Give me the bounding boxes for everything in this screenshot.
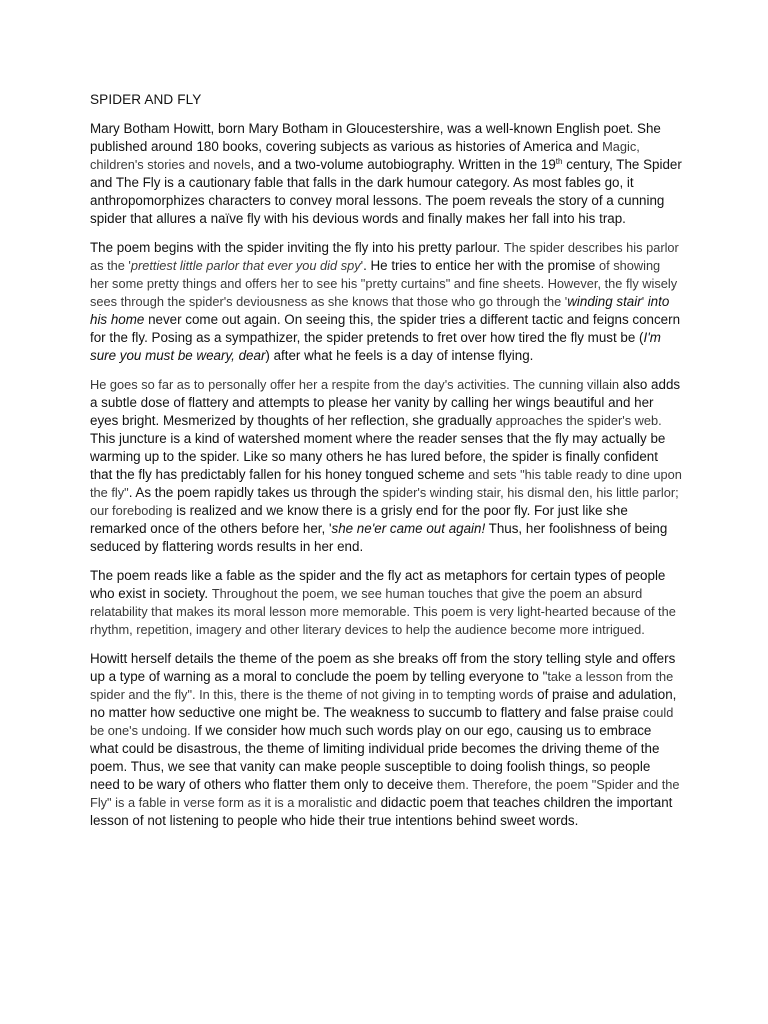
paragraph-text: Howitt herself details the theme of the poem as she breaks off from the story telling style and offers up a type of warning as a moral to conclude the poem by telling everyone to " bbox=[90, 651, 676, 684]
paragraph-text: . He tries to entice her with the promise bbox=[363, 258, 599, 273]
body-paragraph bbox=[90, 376, 682, 556]
paragraph-text: ' bbox=[641, 294, 648, 309]
paragraph-text: Magic, children's stories and novels bbox=[90, 139, 640, 172]
paragraph-text: If we consider how much such words play on our ego, causing us to embrace what could be disastrous, the theme of limiting individual pride becomes the driving theme of the poem. Thus, we see that vanity can make people susceptible to doing foolish things, so people need to be wary of others who flatter them only to deceive bbox=[90, 723, 660, 792]
paragraph-text: The poem begins with the spider inviting the fly into his pretty parlour. bbox=[90, 240, 504, 255]
paragraph-text: never come out again. On seeing this, the spider tries a different tactic and feigns concern for the fly. Posing as a sympathizer, the spider pretends to fret over how tired the fly must be ( bbox=[90, 312, 681, 345]
body-paragraph bbox=[90, 650, 682, 830]
paragraph-text: The spider describes his parlor as the ' bbox=[90, 240, 679, 273]
italic-quote: winding stair bbox=[567, 294, 642, 309]
italic-quote: into his home bbox=[90, 294, 670, 327]
paragraph-text: ) after what he feels is a day of intense flying. bbox=[265, 348, 534, 363]
document-title: SPIDER AND FLY bbox=[90, 92, 202, 107]
paragraph-text: This juncture is a kind of watershed moment where the reader senses that the fly may actually be warming up to the spider. Like so many others he has lured before, the spider is finally confident that the fly has predictably fallen for his honey tongued scheme bbox=[90, 431, 666, 482]
paragraph-text: also adds a subtle dose of flattery and attempts to please her vanity by calling her wings beautiful and her eyes bright. Mesmerized by thoughts of her reflection, she gradually bbox=[90, 377, 681, 428]
document-page bbox=[90, 91, 682, 841]
paragraph-text: and sets "his table ready to dine upon the fly" bbox=[90, 467, 682, 500]
paragraph-text: could be one's undoing. bbox=[90, 705, 674, 738]
paragraph-text: The poem reads like a fable as the spider and the fly act as metaphors for certain types of people who exist in society. bbox=[90, 568, 666, 601]
body-paragraph bbox=[90, 567, 682, 639]
italic-quote: she ne'er came out again! bbox=[331, 521, 486, 536]
paragraph-text: Mary Botham Howitt, born Mary Botham in Gloucestershire, was a well-known English poet. She published around 180 books, covering subjects as various as histories of America and bbox=[90, 121, 661, 154]
body-paragraph bbox=[90, 239, 682, 365]
paragraph-text: them. Therefore, the poem "Spider and the Fly" is a fable in verse form as it is a moralistic and bbox=[90, 777, 680, 810]
paragraph-text: take a lesson from the spider and the fly". In this, there is the theme of not giving in to tempting words bbox=[90, 669, 674, 702]
paragraph-text: is realized and we know there is a grisly end for the poor fly. For just like she remarked once of the others before her, ' bbox=[90, 503, 628, 536]
paragraph-text: Thus, her foolishness of being seduced by flattering words results in her end. bbox=[90, 521, 668, 554]
paragraph-text: He goes so far as to personally offer her a respite from the day's activities. The cunning villain bbox=[90, 377, 620, 392]
italic-quote: prettiest little parlor that ever you did spy bbox=[130, 258, 361, 273]
paragraph-text: of praise and adulation, no matter how seductive one might be. The weakness to succumb to flattery and false praise bbox=[90, 687, 677, 720]
paragraph-text: approaches the spider's web. bbox=[495, 413, 662, 428]
document-body bbox=[90, 120, 682, 830]
paragraph-text: century, The Spider and The Fly is a cautionary fable that falls in the dark humour category. As most fables go, it anthropomorphizes characters to convey moral lessons. The poem reveals the story of a cunning spider that allures a naïve fly with his devious words and finally makes her fall into his trap. bbox=[90, 157, 682, 226]
paragraph-text: of showing her some pretty things and offers her to see his "pretty curtains" and fine sheets. However, the fly wisely sees through the spider's deviousness as she knows that those who go through the ' bbox=[90, 258, 678, 309]
paragraph-text: . As the poem rapidly takes us through the bbox=[128, 485, 383, 500]
paragraph-text: spider's winding stair, his dismal den, his little parlor; our foreboding bbox=[90, 485, 679, 518]
paragraph-text: didactic poem that teaches children the important lesson of not listening to people who hide their true intentions behind sweet words. bbox=[90, 795, 673, 828]
paragraph-text: Throughout the poem, we see human touches that give the poem an absurd relatability that makes its moral lesson more memorable. This poem is very light-hearted because of the rhythm, repetition, imagery and other literary devices to help the audience become more intrigued. bbox=[90, 586, 676, 637]
paragraph-text: ' bbox=[360, 258, 364, 273]
paragraph-text: , and a two-volume autobiography. Written in the 19 bbox=[250, 157, 556, 172]
italic-quote: I'm sure you must be weary, dear bbox=[90, 330, 661, 363]
body-paragraph bbox=[90, 120, 682, 228]
superscript-text: th bbox=[555, 157, 563, 166]
